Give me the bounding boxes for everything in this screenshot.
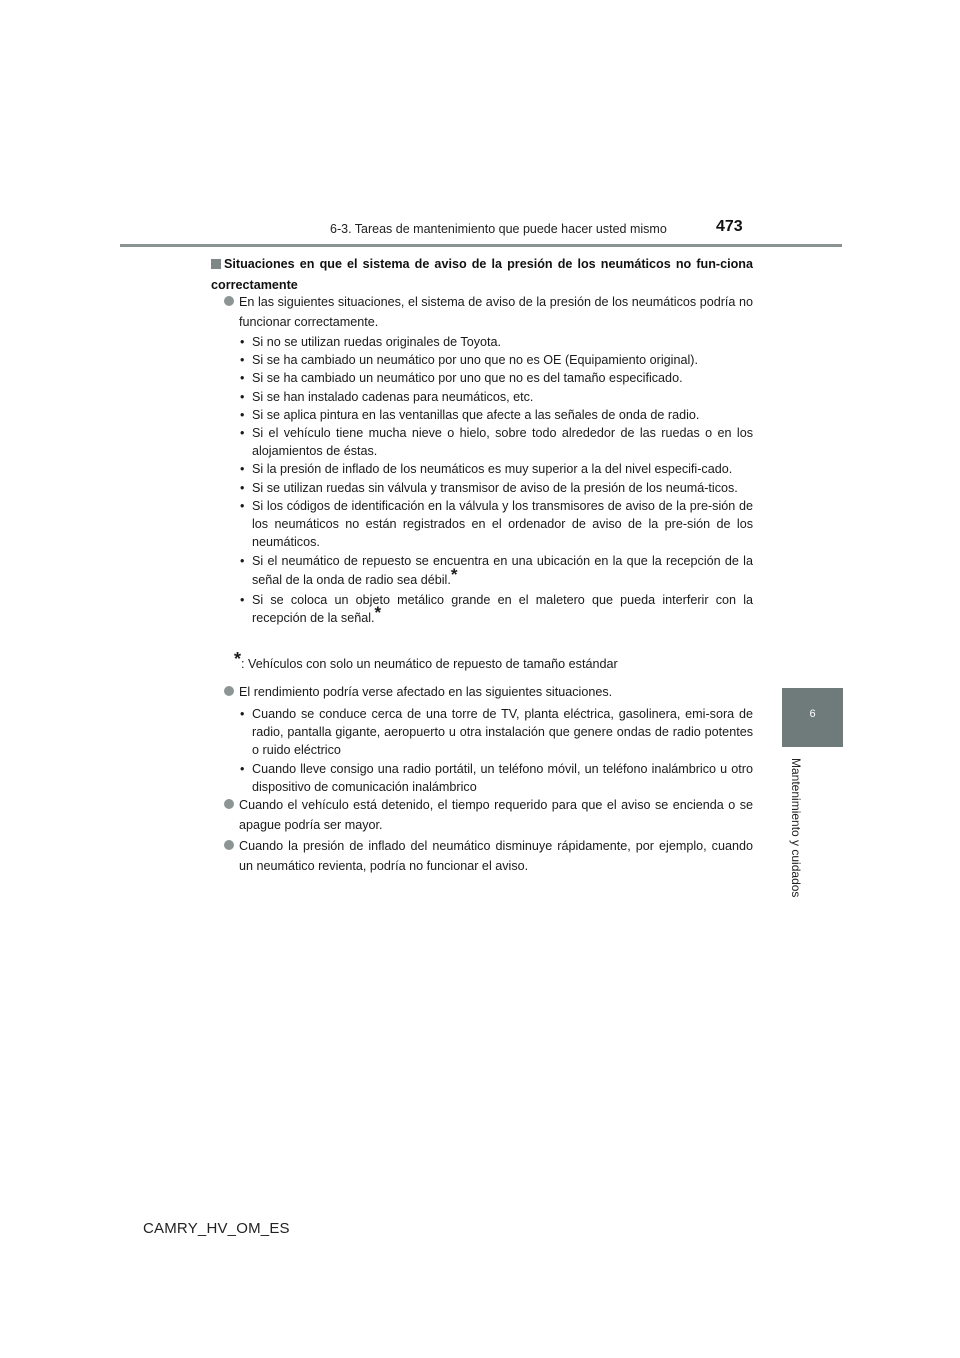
header-divider	[120, 244, 842, 247]
list-item: • Si el vehículo tiene mucha nieve o hielo, sobre todo alrededor de las ruedas o en los alojamientos de éstas.	[239, 424, 753, 460]
section-heading-text: Situaciones en que el sistema de aviso de la presión de los neumáticos no fun-ciona correctamente	[211, 257, 753, 292]
list-item: • Si se coloca un objeto metálico grande en el maletero que pueda interferir con la recepción de la señal.*	[239, 591, 753, 627]
list-item: • Si se aplica pintura en las ventanillas que afecte a las señales de onda de radio.	[239, 406, 753, 424]
section-title: 6-3. Tareas de mantenimiento que puede hacer usted mismo	[330, 222, 667, 236]
situations-list	[239, 333, 753, 627]
circle-bullet-icon	[224, 686, 234, 696]
list-item: • Si no se utilizan ruedas originales de Toyota.	[239, 333, 753, 351]
list-item: • Si el neumático de repuesto se encuentra en una ubicación en la que la recepción de la señal de la onda de radio sea débil.*	[239, 552, 753, 588]
list-item: • Si se han instalado cadenas para neumáticos, etc.	[239, 388, 753, 406]
footnote-asterisk: *	[234, 649, 242, 669]
document-code: CAMRY_HV_OM_ES	[143, 1220, 290, 1237]
bullet-4-text: Cuando la presión de inflado del neumático disminuye rápidamente, por ejemplo, cuando un neumático revienta, podría no funcionar el aviso.	[239, 839, 753, 873]
chapter-title: Mantenimiento y cuidados	[789, 758, 803, 898]
circle-bullet-icon	[224, 799, 234, 809]
chapter-number: 6	[809, 708, 816, 720]
circle-bullet-icon	[224, 296, 234, 306]
bullet-2-text: El rendimiento podría verse afectado en las siguientes situaciones.	[239, 685, 613, 699]
list-item: • Cuando lleve consigo una radio portátil, un teléfono móvil, un teléfono inalámbrico u otro dispositivo de comunicación inalámbrico	[239, 760, 753, 796]
list-item: • Si se ha cambiado un neumático por uno que no es OE (Equipamiento original).	[239, 351, 753, 369]
list-item: • Si se utilizan ruedas sin válvula y transmisor de aviso de la presión de los neumá-ticos.	[239, 479, 753, 497]
list-item: • Si la presión de inflado de los neumáticos es muy superior a la del nivel especifi-cado.	[239, 460, 753, 478]
bullet-paragraph-3	[239, 795, 753, 835]
asterisk-mark: *	[374, 603, 382, 623]
interference-list	[239, 705, 753, 796]
bullet-3-text: Cuando el vehículo está detenido, el tiempo requerido para que el aviso se encienda o se apague podría ser mayor.	[239, 798, 753, 832]
list-item: • Cuando se conduce cerca de una torre de TV, planta eléctrica, gasolinera, emi-sora de radio, pantalla gigante, aeropuerto u otra instalación que genere ondas de radio potentes o ruido eléctrico	[239, 705, 753, 760]
section-heading	[211, 254, 753, 296]
list-item: • Si los códigos de identificación en la válvula y los transmisores de aviso de la pre-sión de los neumáticos no están registrados en el ordenador de aviso de la pre-sión de los neumáticos.	[239, 497, 753, 552]
circle-bullet-icon	[224, 840, 234, 850]
asterisk-mark: *	[450, 564, 458, 584]
page-number: 473	[716, 218, 743, 235]
bullet-paragraph-2	[239, 682, 753, 702]
bullet-1-text: En las siguientes situaciones, el sistema de aviso de la presión de los neumáticos podría no funcionar correctamente.	[239, 295, 753, 329]
bullet-paragraph-1	[239, 292, 753, 332]
footnote-text: : Vehículos con solo un neumático de repuesto de tamaño estándar	[241, 657, 618, 671]
footnote	[234, 649, 618, 674]
chapter-tab	[782, 688, 843, 747]
list-item: • Si se ha cambiado un neumático por uno que no es del tamaño especificado.	[239, 369, 753, 387]
bullet-paragraph-4	[239, 836, 753, 876]
